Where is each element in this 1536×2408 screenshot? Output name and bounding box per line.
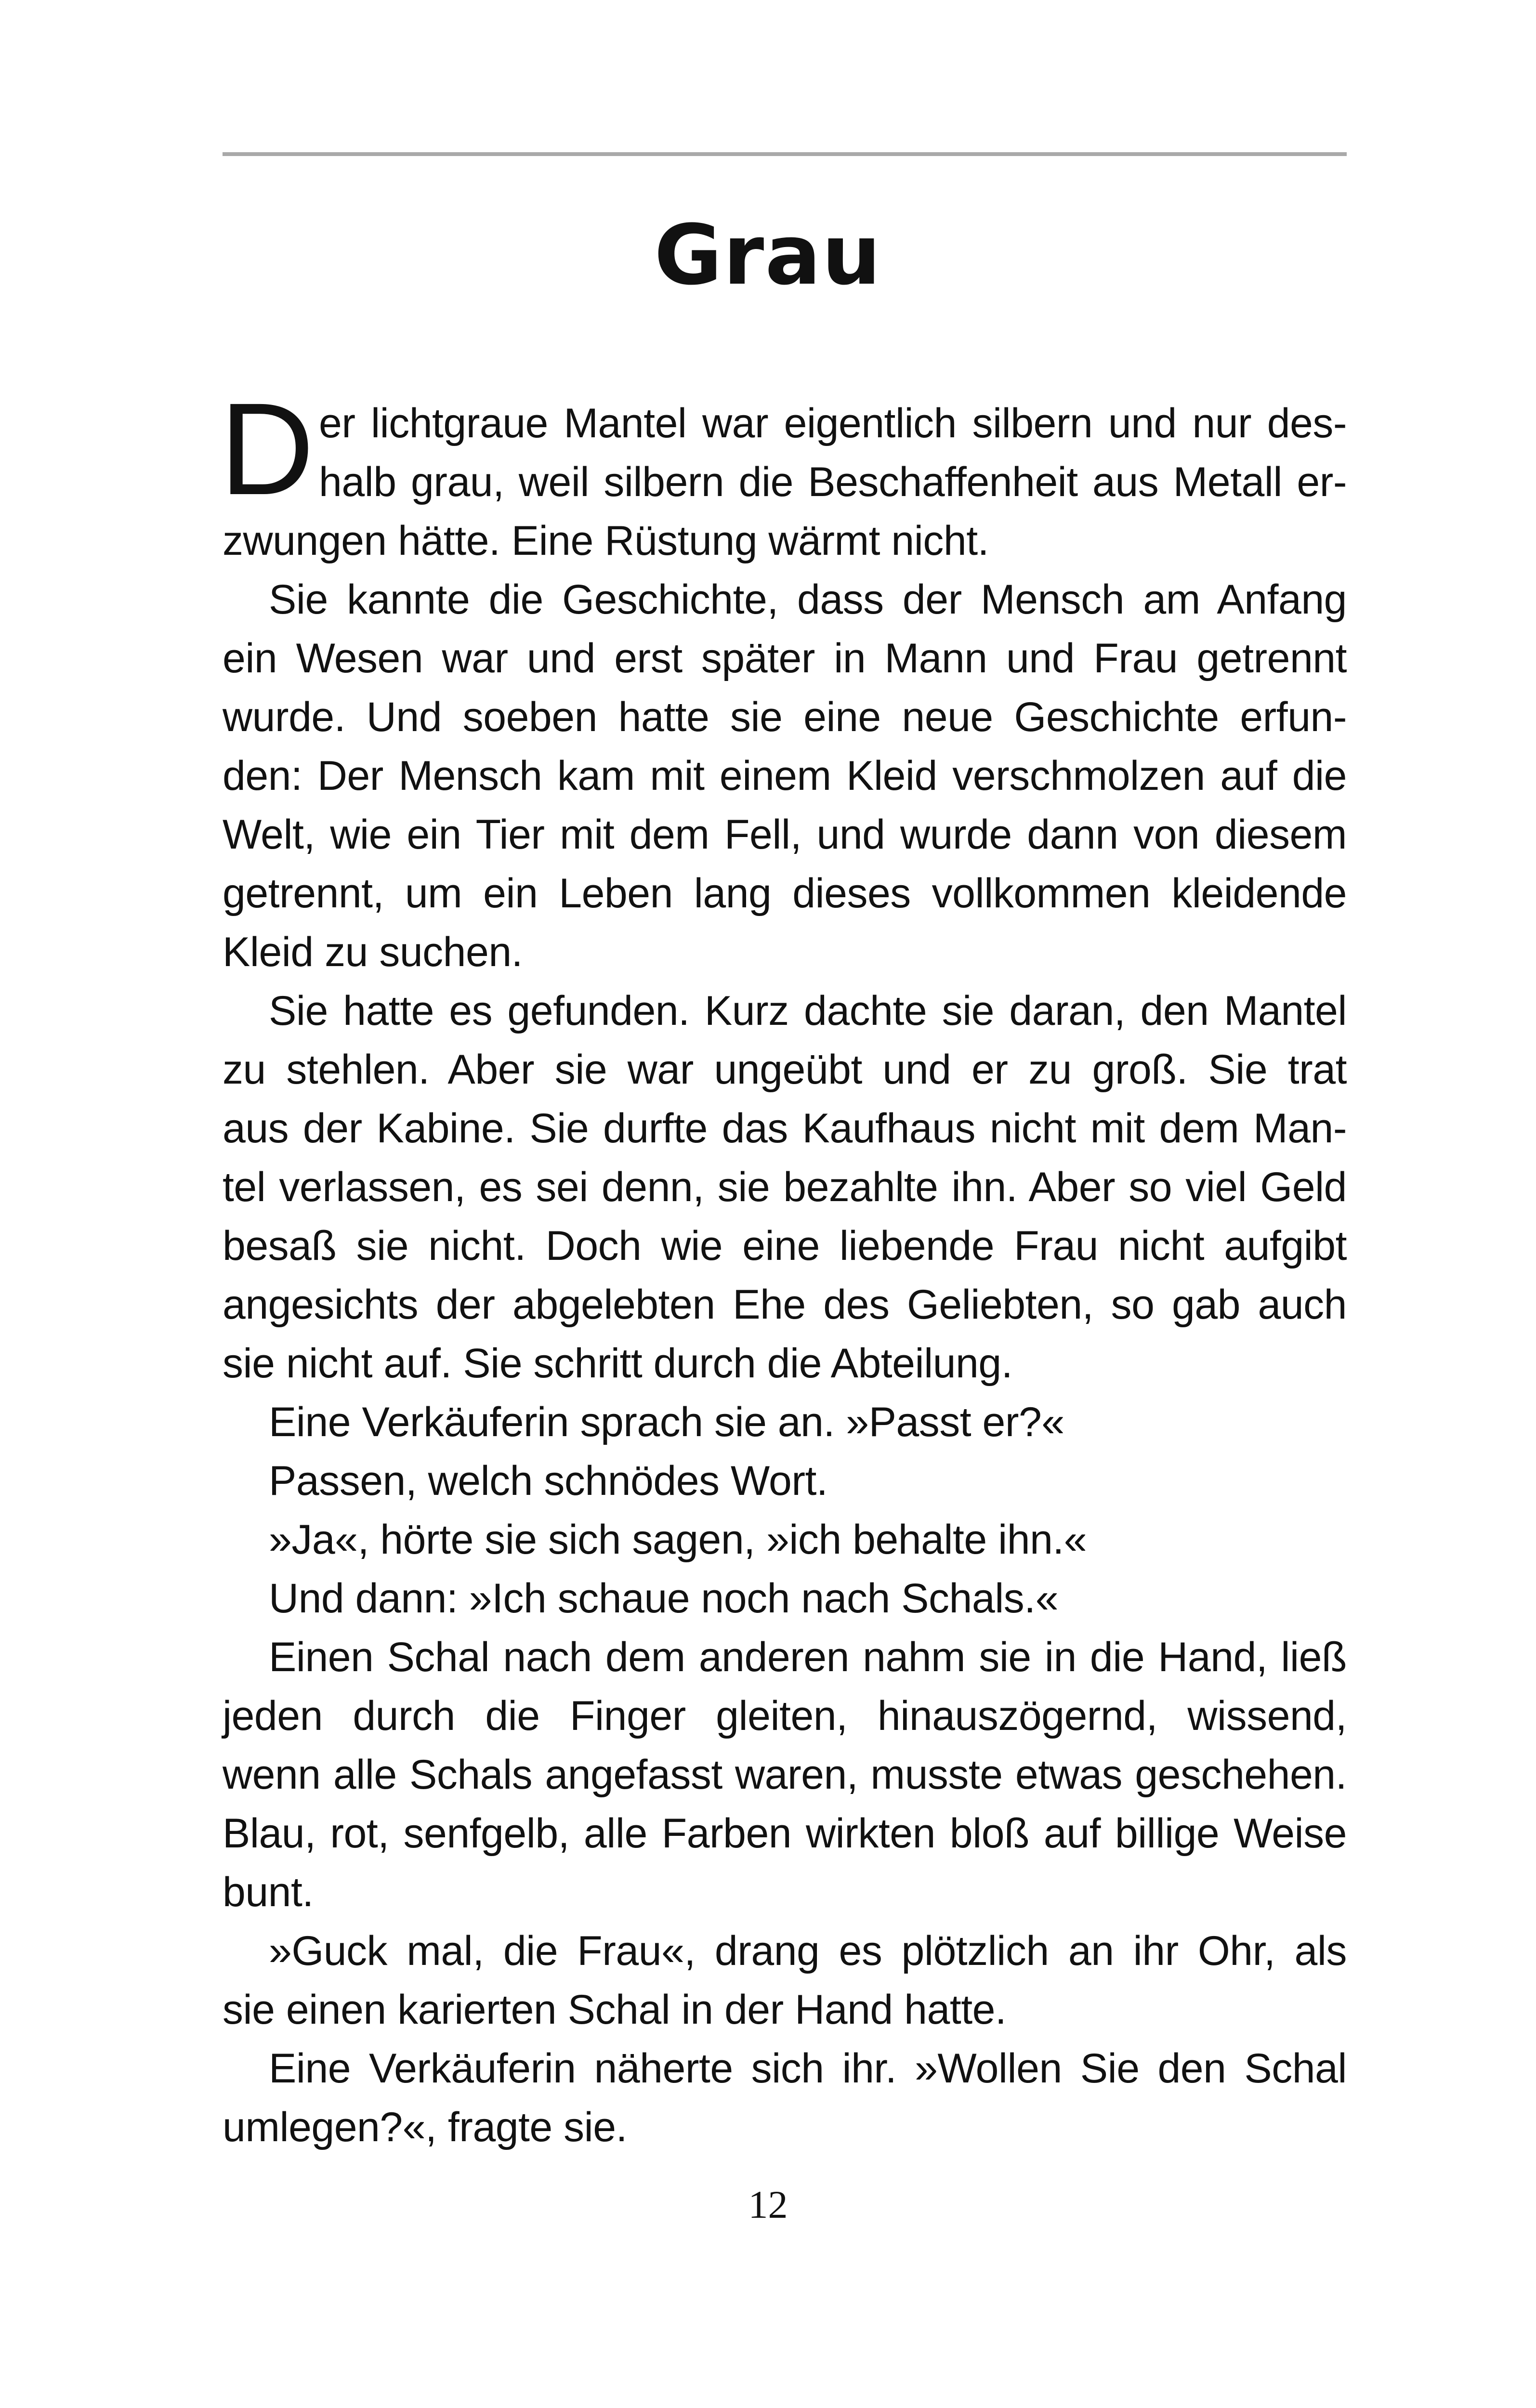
paragraph xyxy=(223,2039,1347,2157)
text-line: umlegen?«, fragte sie. xyxy=(223,2104,627,2150)
body-text xyxy=(220,376,1347,2157)
text-line: Und dann: »Ich schaue noch nach Schals.« xyxy=(269,1575,1059,1622)
drop-cap: D xyxy=(220,376,314,522)
text-line: angesichts der abgelebten Ehe des Geliebten, so gab auch xyxy=(223,1282,1347,1328)
text-line: Blau, rot, senfgelb, alle Farben wirkten bloß auf billige Weise xyxy=(223,1810,1347,1857)
text-line: zu stehlen. Aber sie war ungeübt und er zu groß. Sie trat xyxy=(223,1047,1347,1093)
text-line: Kleid zu suchen. xyxy=(223,929,523,975)
paragraph xyxy=(223,982,1347,1393)
text-line: »Ja«, hörte sie sich sagen, »ich behalte ihn.« xyxy=(269,1517,1087,1563)
paragraph xyxy=(223,1922,1347,2039)
paragraph xyxy=(223,1510,1347,1569)
paragraph xyxy=(223,1393,1347,1452)
text-line: sie einen karierten Schal in der Hand hatte. xyxy=(223,1987,1007,2033)
text-line: Passen, welch schnödes Wort. xyxy=(269,1458,828,1504)
text-line: Sie kannte die Geschichte, dass der Mensch am Anfang xyxy=(269,576,1347,623)
text-line: Welt, wie ein Tier mit dem Fell, und wurde dann von diesem xyxy=(223,811,1347,858)
text-line: tel verlassen, es sei denn, sie bezahlte ihn. Aber so viel Geld xyxy=(223,1164,1347,1210)
text-line: aus der Kabine. Sie durfte das Kaufhaus nicht mit dem Man- xyxy=(223,1105,1347,1152)
text-line: Sie hatte es gefunden. Kurz dachte sie daran, den Mantel xyxy=(269,988,1347,1034)
text-line: wenn alle Schals angefasst waren, musste etwas geschehen. xyxy=(223,1752,1347,1798)
text-line: halb grau, weil silbern die Beschaffenheit aus Metall er- xyxy=(319,459,1347,505)
text-line: zwungen hätte. Eine Rüstung wärmt nicht. xyxy=(223,518,989,564)
text-line: Eine Verkäuferin sprach sie an. »Passt er?« xyxy=(269,1399,1064,1445)
paragraph xyxy=(223,1628,1347,1922)
text-line: jeden durch die Finger gleiten, hinauszögernd, wissend, xyxy=(223,1693,1347,1739)
paragraph xyxy=(223,570,1347,982)
text-line: den: Der Mensch kam mit einem Kleid verschmolzen auf die xyxy=(223,753,1347,799)
text-line: sie nicht auf. Sie schritt durch die Abteilung. xyxy=(223,1340,1013,1387)
chapter-title: Grau xyxy=(654,207,882,303)
text-line: bunt. xyxy=(223,1869,314,1915)
text-line: Eine Verkäuferin näherte sich ihr. »Wollen Sie den Schal xyxy=(269,2045,1347,2092)
text-line: er lichtgraue Mantel war eigentlich silbern und nur des- xyxy=(319,400,1347,446)
paragraph xyxy=(223,1569,1347,1628)
text-line: wurde. Und soeben hatte sie eine neue Geschichte erfun- xyxy=(223,694,1347,740)
text-line: »Guck mal, die Frau«, drang es plötzlich an ihr Ohr, als xyxy=(269,1928,1347,1974)
page-number: 12 xyxy=(748,2183,788,2226)
paragraph xyxy=(223,1452,1347,1510)
paragraph xyxy=(220,376,1347,570)
text-line: ein Wesen war und erst später in Mann und Frau getrennt xyxy=(223,635,1347,681)
text-line: besaß sie nicht. Doch wie eine liebende Frau nicht aufgibt xyxy=(223,1223,1347,1269)
text-line: getrennt, um ein Leben lang dieses vollkommen kleidende xyxy=(223,870,1347,916)
text-line: Einen Schal nach dem anderen nahm sie in die Hand, ließ xyxy=(269,1634,1347,1680)
header-rule xyxy=(223,152,1347,156)
